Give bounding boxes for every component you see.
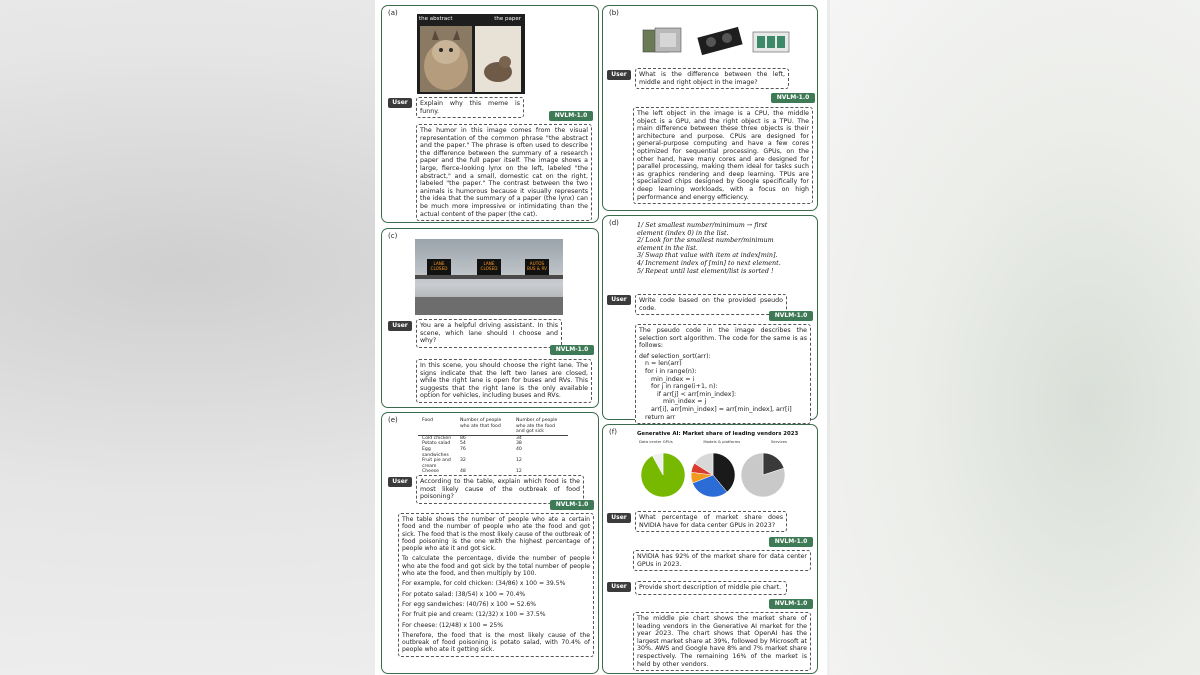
cat-illustration	[475, 26, 521, 92]
sign-right: AUTOS BUS & RV	[525, 259, 549, 275]
answer-paragraph: For fruit pie and cream: (12/32) x 100 = 37.5%	[402, 611, 546, 619]
table-cell: Potato salad	[422, 441, 451, 447]
answer-paragraph: For potato salad: (38/54) x 100 = 70.4%	[402, 590, 526, 598]
model-answer: The left object in the image is a CPU, the middle object is a GPU, and the right object is a TPU. The main difference between these three objects is their architecture and purpose. CPUs are designed for general-purpose computing and have a few cores optimized for sequential processing. GPUs, on the other hand, have many cores and are designed for parallel processing, making them ideal for tasks such as graphics rendering and deep learning. TPUs are specialized chips designed by Google specifically for deep learning workloads, with a focus on high performance and energy efficiency.	[633, 107, 813, 204]
code-line: return arr	[639, 413, 676, 421]
table-cell: Fruit pie and cream	[422, 458, 451, 469]
panel-label: (e)	[388, 416, 398, 424]
code-line: for i in range(n):	[639, 367, 697, 375]
code-line: for j in range(i+1, n):	[639, 383, 718, 391]
table-cell: 38	[516, 441, 522, 447]
table-cell: Cheese	[422, 469, 439, 475]
user-question: You are a helpful driving assistant. In this scene, which lane should I choose and why?	[416, 319, 562, 348]
meme-left-caption: the abstract	[419, 16, 453, 22]
subtitle-services: Services	[770, 439, 787, 444]
column-header: Number of people who ate the food and got sick	[512, 418, 568, 435]
answer-paragraph: To calculate the percentage, divide the number of people who ate the food and got sick by the total number of people who ate the food, and then multiply by 100.	[402, 555, 590, 578]
chart-subtitles	[637, 439, 789, 444]
answer-paragraph: The table shows the number of people who ate a certain food and the number of people who ate the food and got sick. The food that is the most likely cause of the outbreak of food poisoning is the one with the highest percentage of people who ate it and got sick.	[402, 516, 590, 553]
handwritten-pseudocode	[637, 222, 787, 275]
table-cell: 86	[460, 435, 466, 441]
table-cell: 12	[516, 458, 522, 464]
panel-label: (f)	[609, 428, 617, 436]
column-header: Food	[418, 418, 456, 435]
pseudo-line: 2/ Look for the smallest number/minimum element in the list.	[637, 236, 774, 252]
chart-figure	[637, 431, 799, 511]
table-cell: 34	[516, 435, 522, 441]
user-tag: User	[388, 477, 412, 487]
panel-label: (b)	[609, 9, 619, 17]
table-row	[418, 458, 568, 469]
pie-charts	[637, 445, 789, 507]
table-cell: 76	[460, 446, 466, 452]
meme-image	[417, 14, 525, 94]
panel-f	[602, 424, 818, 674]
panel-label: (c)	[388, 232, 398, 240]
answer-paragraph: Therefore, the food that is the most likely cause of the outbreak of food poisoning is potato salad, with 70.4% of people who ate it getting sick.	[402, 631, 590, 654]
user-question-1: What percentage of market share does NVIDIA have for data center GPUs in 2023?	[635, 511, 787, 532]
gantry	[415, 275, 563, 279]
table-cell: Cold chicken	[422, 435, 452, 441]
subtitle-models: Models & platforms	[703, 439, 741, 444]
code-line: min_index = i	[639, 375, 695, 383]
model-answer-1: NVIDIA has 92% of the market share for data center GPUs in 2023.	[633, 550, 811, 571]
panel-b	[602, 5, 818, 211]
pseudo-line: 5/ Repeat until last element/list is sorted !	[637, 266, 774, 275]
pseudo-line: 4/ Increment index of [min] to next element.	[637, 258, 781, 267]
highway-image	[415, 239, 563, 315]
panel-label: (a)	[388, 9, 398, 17]
code-line: if arr[j] < arr[min_index]:	[639, 390, 737, 398]
user-question-2: Provide short description of middle pie chart.	[635, 581, 787, 595]
column-header: Number of people who ate that food	[456, 418, 512, 435]
nvlm-tag: NVLM-1.0	[549, 111, 593, 121]
user-question: Explain why this meme is funny.	[416, 97, 524, 118]
pseudo-line: 3/ Swap that value with item at index[min].	[637, 251, 778, 260]
nvlm-tag: NVLM-1.0	[550, 500, 594, 510]
code-line: def selection_sort(arr):	[639, 352, 711, 360]
user-question: Write code based on the provided pseudo code.	[635, 294, 787, 315]
cpu-gpu-tpu-image	[641, 24, 791, 60]
user-tag: User	[607, 513, 631, 523]
user-tag: User	[388, 321, 412, 331]
user-tag: User	[607, 295, 631, 305]
table-cell: 12	[516, 469, 522, 475]
food-table	[418, 418, 568, 475]
nvlm-tag: NVLM-1.0	[550, 345, 594, 355]
answer-paragraph: For example, for cold chicken: (34/86) x 100 = 39.5%	[402, 580, 566, 588]
user-question: What is the difference between the left, middle and right object in the image?	[635, 68, 789, 89]
table-cell: 48	[460, 469, 466, 475]
sign-left: LANE CLOSED	[427, 259, 451, 275]
meme-right-caption: the paper	[494, 16, 521, 22]
model-answer	[398, 513, 594, 657]
table-cell: Egg sandwiches	[422, 446, 449, 458]
figure-sheet	[375, 0, 827, 675]
panel-e	[381, 412, 599, 674]
pseudo-line: 1/ Set smallest number/minimum → first element (index 0) in the list.	[637, 221, 768, 237]
table-cell: 32	[460, 458, 466, 464]
nvlm-tag: NVLM-1.0	[771, 93, 815, 103]
code-line: min_index = j	[639, 398, 707, 406]
user-tag: User	[388, 98, 412, 108]
panel-c	[381, 228, 599, 408]
model-answer: The humor in this image comes from the visual representation of the common phrase "the abstract and the paper." The phrase is often used to describe the difference between the summary of a research paper and the full paper itself. The image shows a large, fierce-looking lynx on the left, labeled "the abstract," and a small, domestic cat on the right, labeled "the paper." The contrast between the two animals is humorous because it visually represents the idea that the summary of a paper (the lynx) can be much more impressive or intimidating than the actual content of the paper (the cat).	[416, 124, 592, 221]
lynx-illustration	[420, 26, 472, 92]
subtitle-gpus: Data center GPUs	[639, 439, 673, 444]
table-cell: 54	[460, 441, 466, 447]
answer-paragraph: For cheese: (12/48) x 100 = 25%	[402, 621, 504, 629]
panel-a	[381, 5, 599, 223]
code-line: arr[i], arr[min_index] = arr[min_index], arr[i]	[639, 405, 792, 413]
sign-middle: LANE CLOSED	[477, 259, 501, 275]
model-answer: In this scene, you should choose the right lane. The signs indicate that the left two lanes are closed, while the right lane is open for buses and RVs. This suggests that the right lane is the only available option for vehicles, including buses and RVs.	[416, 359, 592, 403]
user-question: According to the table, explain which food is the most likely cause of the outbreak of food poisoning?	[416, 475, 584, 504]
user-tag: User	[607, 70, 631, 80]
panel-label: (d)	[609, 219, 619, 227]
table-row	[418, 447, 568, 458]
code-line: n = len(arr)	[639, 360, 682, 368]
table-cell: 40	[516, 446, 522, 452]
model-answer	[635, 324, 811, 424]
panel-d	[602, 215, 818, 420]
user-tag: User	[607, 582, 631, 592]
answer-paragraph: For egg sandwiches: (40/76) x 100 = 52.6%	[402, 600, 537, 608]
nvlm-tag: NVLM-1.0	[769, 599, 813, 609]
road	[415, 297, 563, 315]
chart-title: Generative AI: Market share of leading vendors 2023	[637, 431, 799, 437]
table-header-row	[418, 418, 568, 435]
model-answer-2: The middle pie chart shows the market share of leading vendors in the Generative AI market for the year 2023. The chart shows that OpenAI has the largest market share at 39%, followed by Microsoft at 30%. AWS and Google have 8% and 7% market share respectively. The remaining 16% of the market is held by other vendors.	[633, 612, 811, 671]
nvlm-tag: NVLM-1.0	[769, 537, 813, 547]
answer-intro: The pseudo code in the image describes the selection sort algorithm. The code for the same is as follows:	[639, 327, 807, 350]
nvlm-tag: NVLM-1.0	[769, 311, 813, 321]
background-right	[830, 0, 1200, 675]
